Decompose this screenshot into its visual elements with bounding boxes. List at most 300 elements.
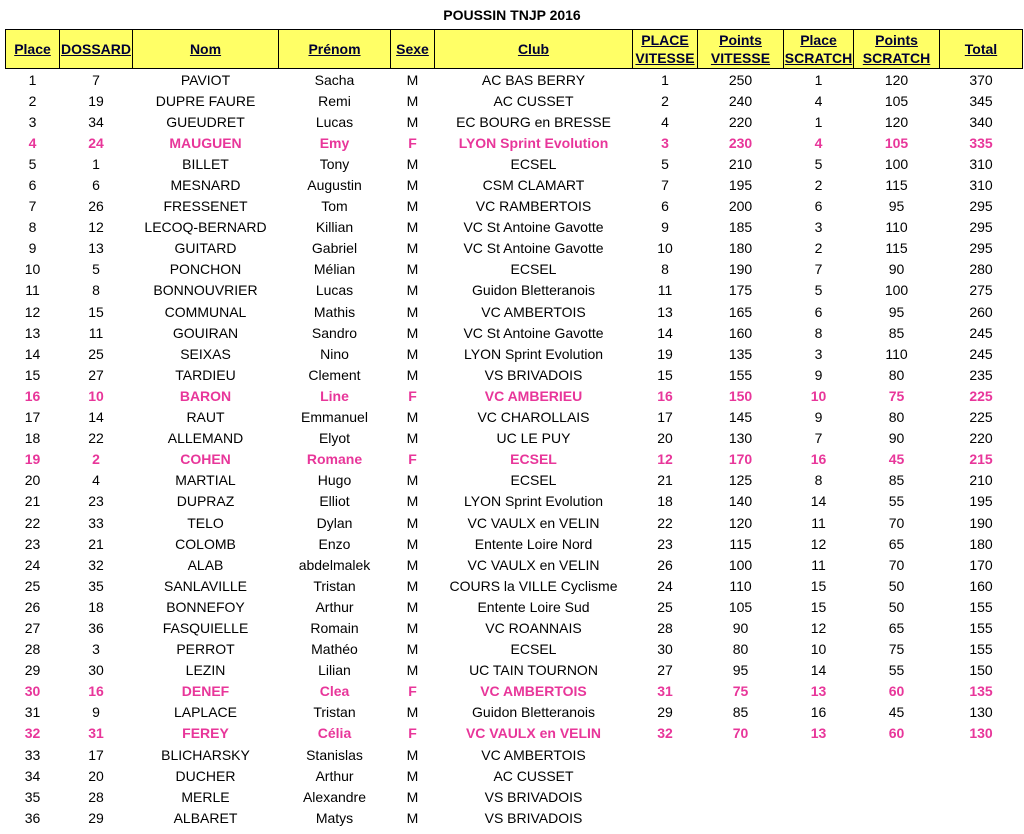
table-row — [6, 343, 1023, 364]
cell-total: 225 — [969, 387, 993, 404]
cell-place-vitesse: 2 — [661, 92, 669, 109]
cell-place: 25 — [24, 577, 41, 594]
cell-club: CSM CLAMART — [482, 177, 585, 194]
cell-club: COURS la VILLE Cyclisme — [449, 577, 618, 594]
cell-nom: MAUGUEN — [169, 134, 242, 151]
cell-total: 275 — [969, 282, 993, 299]
cell-points-scratch: 55 — [888, 493, 905, 510]
cell-prenom: Enzo — [318, 535, 351, 552]
cell-nom: MARTIAL — [175, 472, 236, 489]
cell-club: ECSEL — [510, 472, 557, 489]
cell-prenom: Mélian — [313, 261, 356, 278]
cell-dossard: 7 — [92, 71, 100, 88]
cell-prenom: Romane — [306, 451, 363, 468]
cell-prenom: Stanislas — [306, 746, 363, 763]
cell-place: 10 — [24, 261, 41, 278]
cell-total: 170 — [969, 556, 993, 573]
table-row — [6, 702, 1023, 723]
cell-total — [940, 807, 1023, 828]
cell-place: 30 — [24, 683, 41, 700]
table-row — [6, 280, 1023, 301]
cell-sexe: M — [406, 345, 419, 362]
cell-place: 33 — [24, 746, 41, 763]
table-row — [6, 90, 1023, 111]
cell-nom: PONCHON — [169, 261, 242, 278]
cell-place-scratch: 13 — [810, 725, 827, 742]
table-row — [6, 639, 1023, 660]
cell-nom: BONNEFOY — [166, 598, 245, 615]
cell-place-vitesse: 30 — [657, 641, 673, 658]
cell-nom: DUPRAZ — [176, 493, 235, 510]
cell-total: 190 — [969, 514, 993, 531]
cell-sexe: M — [406, 556, 419, 573]
cell-dossard: 18 — [88, 598, 104, 615]
cell-place: 28 — [24, 641, 41, 658]
table-row — [6, 132, 1023, 153]
header-total: Total — [940, 30, 1023, 69]
cell-prenom: Lilian — [318, 662, 351, 679]
cell-dossard: 35 — [88, 577, 104, 594]
cell-place: 15 — [24, 366, 41, 383]
cell-total: 160 — [969, 577, 993, 594]
cell-total: 340 — [969, 113, 993, 130]
cell-place: 19 — [24, 451, 41, 468]
cell-points-scratch: 70 — [888, 514, 905, 531]
table-row — [6, 174, 1023, 195]
cell-nom: FEREY — [182, 725, 229, 742]
cell-total: 195 — [969, 493, 993, 510]
cell-place: 18 — [24, 430, 41, 447]
cell-points-vitesse: 125 — [728, 472, 753, 489]
cell-sexe: F — [408, 725, 417, 742]
cell-place-scratch: 10 — [810, 641, 827, 658]
cell-prenom: Alexandre — [302, 788, 367, 805]
cell-total: 215 — [969, 451, 993, 468]
table-row — [6, 554, 1023, 575]
cell-club: VC St Antoine Gavotte — [463, 324, 604, 341]
cell-points-vitesse: 250 — [728, 71, 753, 88]
table-row — [6, 196, 1023, 217]
cell-prenom: Tony — [319, 155, 350, 172]
cell-points-scratch: 75 — [888, 641, 905, 658]
cell-place-vitesse: 20 — [657, 430, 673, 447]
cell-place-scratch: 1 — [814, 113, 823, 130]
cell-points-vitesse: 115 — [729, 535, 752, 552]
cell-points-vitesse: 100 — [728, 556, 753, 573]
cell-place-scratch — [784, 786, 854, 807]
cell-place-scratch: 5 — [814, 155, 823, 172]
cell-nom: TARDIEU — [175, 366, 236, 383]
cell-prenom: Romain — [310, 619, 359, 636]
cell-sexe: M — [406, 324, 419, 341]
cell-prenom: Emmanuel — [301, 409, 368, 426]
cell-points-vitesse: 110 — [729, 577, 752, 594]
cell-place: 32 — [24, 725, 41, 742]
cell-place-scratch: 11 — [811, 514, 826, 531]
cell-dossard: 14 — [88, 409, 104, 426]
cell-points-vitesse: 200 — [728, 198, 753, 215]
cell-points-vitesse: 210 — [728, 155, 753, 172]
cell-dossard: 33 — [88, 514, 104, 531]
cell-place-vitesse: 29 — [657, 704, 673, 721]
results-table — [5, 29, 1023, 828]
cell-total: 295 — [969, 198, 993, 215]
cell-nom: BLICHARSKY — [161, 746, 250, 763]
cell-sexe: M — [406, 619, 419, 636]
cell-points-vitesse: 80 — [732, 641, 749, 658]
cell-dossard: 20 — [88, 767, 104, 784]
cell-points-vitesse: 220 — [728, 113, 753, 130]
cell-prenom: Augustin — [307, 177, 362, 194]
table-row — [6, 533, 1023, 554]
cell-dossard: 5 — [92, 261, 100, 278]
cell-total: 225 — [969, 409, 993, 426]
cell-prenom: Clea — [319, 683, 350, 700]
cell-dossard: 32 — [88, 556, 104, 573]
cell-dossard: 9 — [92, 704, 100, 721]
cell-sexe: M — [406, 767, 419, 784]
cell-place: 6 — [28, 177, 37, 194]
table-row — [6, 723, 1023, 744]
cell-place: 24 — [24, 556, 41, 573]
cell-club: VS BRIVADOIS — [484, 809, 583, 826]
cell-nom: SEIXAS — [180, 345, 231, 362]
cell-nom: DUCHER — [175, 767, 236, 784]
cell-club: ECSEL — [510, 155, 557, 172]
cell-place-vitesse: 3 — [661, 134, 669, 151]
cell-dossard: 11 — [88, 324, 104, 341]
cell-points-scratch: 95 — [888, 198, 905, 215]
cell-sexe: M — [406, 472, 419, 489]
cell-dossard: 4 — [92, 472, 100, 489]
cell-place-vitesse: 9 — [661, 219, 669, 236]
cell-place-vitesse: 16 — [657, 387, 673, 404]
cell-club: AC CUSSET — [493, 92, 574, 109]
cell-club: VC VAULX en VELIN — [467, 514, 600, 531]
cell-points-vitesse: 170 — [728, 451, 753, 468]
cell-place-vitesse: 23 — [657, 535, 673, 552]
cell-place-scratch: 9 — [814, 409, 823, 426]
cell-place-vitesse — [633, 744, 698, 765]
cell-place-scratch: 3 — [814, 219, 823, 236]
cell-place-vitesse: 4 — [661, 113, 669, 130]
cell-points-scratch: 75 — [888, 387, 905, 404]
cell-dossard: 29 — [88, 809, 104, 826]
cell-place: 12 — [24, 303, 41, 320]
cell-place-scratch: 5 — [814, 282, 823, 299]
cell-total: 155 — [969, 598, 993, 615]
cell-points-scratch: 80 — [888, 366, 905, 383]
table-row — [6, 512, 1023, 533]
header-place: Place — [6, 30, 60, 69]
cell-place-scratch — [784, 807, 854, 828]
cell-prenom: Elliot — [319, 493, 350, 510]
cell-club: Entente Loire Sud — [477, 598, 590, 615]
cell-place-scratch: 7 — [814, 261, 823, 278]
cell-total — [940, 786, 1023, 807]
cell-place-scratch: 13 — [810, 683, 827, 700]
header-points-scratch: Points SCRATCH — [854, 30, 940, 69]
table-row — [6, 364, 1023, 385]
cell-club: Entente Loire Nord — [474, 535, 593, 552]
cell-dossard: 27 — [88, 366, 104, 383]
cell-sexe: M — [406, 92, 419, 109]
cell-sexe: M — [406, 535, 419, 552]
cell-points-vitesse: 230 — [728, 134, 753, 151]
cell-points-vitesse: 180 — [728, 240, 753, 257]
page-title: POUSSIN TNJP 2016 — [443, 7, 581, 23]
cell-dossard: 17 — [88, 746, 104, 763]
cell-points-scratch: 50 — [888, 598, 905, 615]
cell-club: VC RAMBERTOIS — [475, 198, 592, 215]
cell-total: 310 — [969, 177, 993, 194]
cell-nom: MESNARD — [170, 177, 241, 194]
cell-total: 130 — [969, 704, 993, 721]
cell-place: 14 — [24, 345, 41, 362]
cell-nom: GOUIRAN — [172, 324, 239, 341]
cell-place-vitesse — [633, 786, 698, 807]
cell-sexe: M — [406, 240, 419, 257]
cell-place-vitesse: 10 — [657, 240, 673, 257]
cell-place-vitesse: 26 — [657, 556, 673, 573]
cell-sexe: M — [406, 261, 419, 278]
cell-place: 17 — [24, 409, 41, 426]
cell-total: 310 — [969, 155, 993, 172]
cell-nom: COLOMB — [175, 535, 236, 552]
cell-club: AC CUSSET — [493, 767, 574, 784]
cell-prenom: Tristan — [313, 577, 356, 594]
table-body — [6, 69, 1023, 829]
cell-place: 11 — [25, 282, 40, 299]
cell-prenom: Lucas — [315, 282, 354, 299]
header-club: Club — [435, 30, 633, 69]
cell-club: Guidon Bletteranois — [472, 282, 595, 299]
cell-club: LYON Sprint Evolution — [458, 134, 609, 151]
cell-club: LYON Sprint Evolution — [463, 493, 604, 510]
cell-place-scratch: 8 — [814, 324, 823, 341]
cell-points-vitesse: 145 — [728, 409, 753, 426]
cell-nom: BONNOUVRIER — [153, 282, 258, 299]
cell-dossard: 36 — [88, 619, 104, 636]
cell-sexe: M — [406, 155, 419, 172]
cell-prenom: abdelmalek — [298, 556, 371, 573]
cell-sexe: M — [406, 662, 419, 679]
cell-prenom: Clement — [308, 366, 361, 383]
cell-place-scratch: 14 — [810, 662, 827, 679]
cell-sexe: M — [406, 598, 419, 615]
cell-dossard: 8 — [92, 282, 100, 299]
cell-total: 210 — [969, 472, 993, 489]
cell-club: ECSEL — [510, 641, 557, 658]
cell-place-vitesse: 13 — [657, 303, 673, 320]
cell-dossard: 21 — [88, 535, 104, 552]
cell-club: VS BRIVADOIS — [484, 788, 583, 805]
cell-place-vitesse: 19 — [657, 345, 673, 362]
table-row — [6, 681, 1023, 702]
cell-nom: LAPLACE — [173, 704, 238, 721]
cell-place-scratch: 12 — [810, 535, 827, 552]
cell-place-vitesse: 11 — [657, 282, 673, 299]
cell-place-scratch: 3 — [814, 345, 823, 362]
cell-prenom: Killian — [315, 219, 354, 236]
cell-place-scratch: 2 — [814, 177, 823, 194]
cell-sexe: M — [406, 177, 419, 194]
cell-place-scratch: 6 — [814, 198, 823, 215]
cell-prenom: Gabriel — [311, 240, 358, 257]
cell-total — [940, 744, 1023, 765]
cell-points-vitesse: 85 — [732, 704, 749, 721]
table-row — [6, 153, 1023, 174]
table-row — [6, 596, 1023, 617]
cell-club: Guidon Bletteranois — [472, 704, 595, 721]
table-row — [6, 428, 1023, 449]
cell-nom: GUITARD — [174, 240, 237, 257]
cell-total — [940, 765, 1023, 786]
cell-place-scratch: 11 — [811, 556, 826, 573]
cell-place-scratch: 9 — [814, 366, 823, 383]
cell-place-vitesse: 18 — [657, 493, 673, 510]
cell-dossard: 6 — [92, 177, 100, 194]
cell-points-scratch: 95 — [888, 303, 905, 320]
cell-points-scratch: 45 — [888, 451, 905, 468]
cell-points-scratch: 115 — [885, 240, 908, 257]
cell-nom: BARON — [179, 387, 232, 404]
cell-total: 370 — [969, 71, 993, 88]
cell-sexe: M — [406, 198, 419, 215]
cell-dossard: 23 — [88, 493, 104, 510]
cell-prenom: Tristan — [313, 704, 356, 721]
cell-place-scratch: 8 — [814, 472, 823, 489]
cell-place: 23 — [24, 535, 41, 552]
cell-place: 13 — [24, 324, 41, 341]
cell-place-scratch: 16 — [810, 451, 827, 468]
cell-points-vitesse: 240 — [728, 92, 753, 109]
cell-dossard: 22 — [88, 430, 104, 447]
cell-place-scratch: 14 — [810, 493, 827, 510]
cell-club: VS BRIVADOIS — [484, 366, 583, 383]
table-row — [6, 617, 1023, 638]
cell-place-vitesse — [633, 765, 698, 786]
cell-points-scratch: 50 — [888, 577, 905, 594]
cell-total: 180 — [969, 535, 993, 552]
cell-place-vitesse: 1 — [661, 71, 669, 88]
cell-sexe: F — [408, 134, 417, 151]
cell-place: 1 — [28, 71, 37, 88]
cell-nom: ALLEMAND — [167, 430, 244, 447]
table-row — [6, 259, 1023, 280]
cell-club: LYON Sprint Evolution — [463, 345, 604, 362]
cell-points-scratch — [854, 786, 940, 807]
cell-points-scratch: 60 — [888, 725, 905, 742]
cell-place: 20 — [24, 472, 41, 489]
table-row — [6, 301, 1023, 322]
cell-sexe: M — [406, 809, 419, 826]
cell-total: 335 — [969, 134, 993, 151]
cell-place-vitesse: 7 — [661, 177, 669, 194]
cell-points-vitesse — [698, 744, 784, 765]
cell-club: ECSEL — [510, 261, 557, 278]
cell-place-vitesse: 8 — [661, 261, 669, 278]
cell-prenom: Sacha — [314, 71, 355, 88]
table-row — [6, 807, 1023, 828]
cell-place: 31 — [24, 704, 41, 721]
cell-nom: FASQUIELLE — [162, 619, 249, 636]
cell-sexe: M — [406, 746, 419, 763]
cell-points-scratch: 105 — [884, 134, 909, 151]
cell-dossard: 34 — [88, 113, 104, 130]
cell-place: 22 — [24, 514, 41, 531]
cell-dossard: 10 — [88, 387, 104, 404]
cell-sexe: M — [406, 303, 419, 320]
cell-nom: LEZIN — [185, 662, 226, 679]
cell-points-scratch: 110 — [885, 219, 908, 236]
cell-place: 27 — [24, 619, 41, 636]
cell-points-scratch: 105 — [884, 92, 909, 109]
cell-prenom: Arthur — [315, 767, 354, 784]
cell-points-vitesse: 160 — [728, 324, 753, 341]
table-row — [6, 744, 1023, 765]
cell-total: 295 — [969, 219, 993, 236]
cell-points-scratch: 80 — [888, 409, 905, 426]
cell-place-scratch: 6 — [814, 303, 823, 320]
cell-place: 9 — [28, 240, 37, 257]
cell-points-scratch: 65 — [888, 535, 905, 552]
cell-points-vitesse: 190 — [728, 261, 753, 278]
cell-points-vitesse: 95 — [732, 662, 749, 679]
cell-sexe: M — [406, 219, 419, 236]
cell-total: 135 — [969, 683, 993, 700]
cell-club: ECSEL — [510, 451, 557, 468]
cell-dossard: 19 — [88, 92, 104, 109]
cell-club: UC LE PUY — [496, 430, 571, 447]
cell-place-scratch: 12 — [810, 619, 827, 636]
cell-nom: DUPRE FAURE — [155, 92, 256, 109]
cell-dossard: 1 — [92, 155, 100, 172]
cell-nom: PERROT — [176, 641, 235, 658]
cell-place-scratch: 15 — [810, 598, 827, 615]
cell-place-vitesse: 32 — [657, 725, 673, 742]
cell-nom: TELO — [187, 514, 224, 531]
cell-nom: PAVIOT — [180, 71, 231, 88]
cell-place-scratch: 4 — [814, 92, 823, 109]
cell-nom: GUEUDRET — [166, 113, 245, 130]
cell-club: AC BAS BERRY — [481, 71, 586, 88]
cell-sexe: M — [406, 514, 419, 531]
cell-place-vitesse: 17 — [657, 409, 673, 426]
cell-place-vitesse: 22 — [657, 514, 673, 531]
cell-place: 8 — [28, 219, 37, 236]
cell-sexe: M — [406, 113, 419, 130]
cell-place: 4 — [28, 134, 37, 151]
cell-points-vitesse — [698, 765, 784, 786]
cell-dossard: 31 — [88, 725, 104, 742]
cell-points-vitesse: 185 — [728, 219, 753, 236]
cell-club: UC TAIN TOURNON — [469, 662, 598, 679]
cell-place-vitesse: 6 — [661, 198, 669, 215]
cell-sexe: F — [408, 683, 417, 700]
cell-prenom: Elyot — [318, 430, 351, 447]
cell-sexe: M — [406, 577, 419, 594]
cell-points-vitesse: 135 — [728, 345, 753, 362]
cell-nom: DENEF — [181, 683, 230, 700]
cell-points-scratch: 90 — [888, 261, 905, 278]
cell-sexe: M — [406, 704, 419, 721]
cell-sexe: M — [406, 409, 419, 426]
cell-place: 29 — [24, 662, 41, 679]
cell-club: EC BOURG en BRESSE — [456, 113, 611, 130]
cell-points-scratch: 85 — [888, 324, 905, 341]
cell-prenom: Nino — [320, 345, 349, 362]
